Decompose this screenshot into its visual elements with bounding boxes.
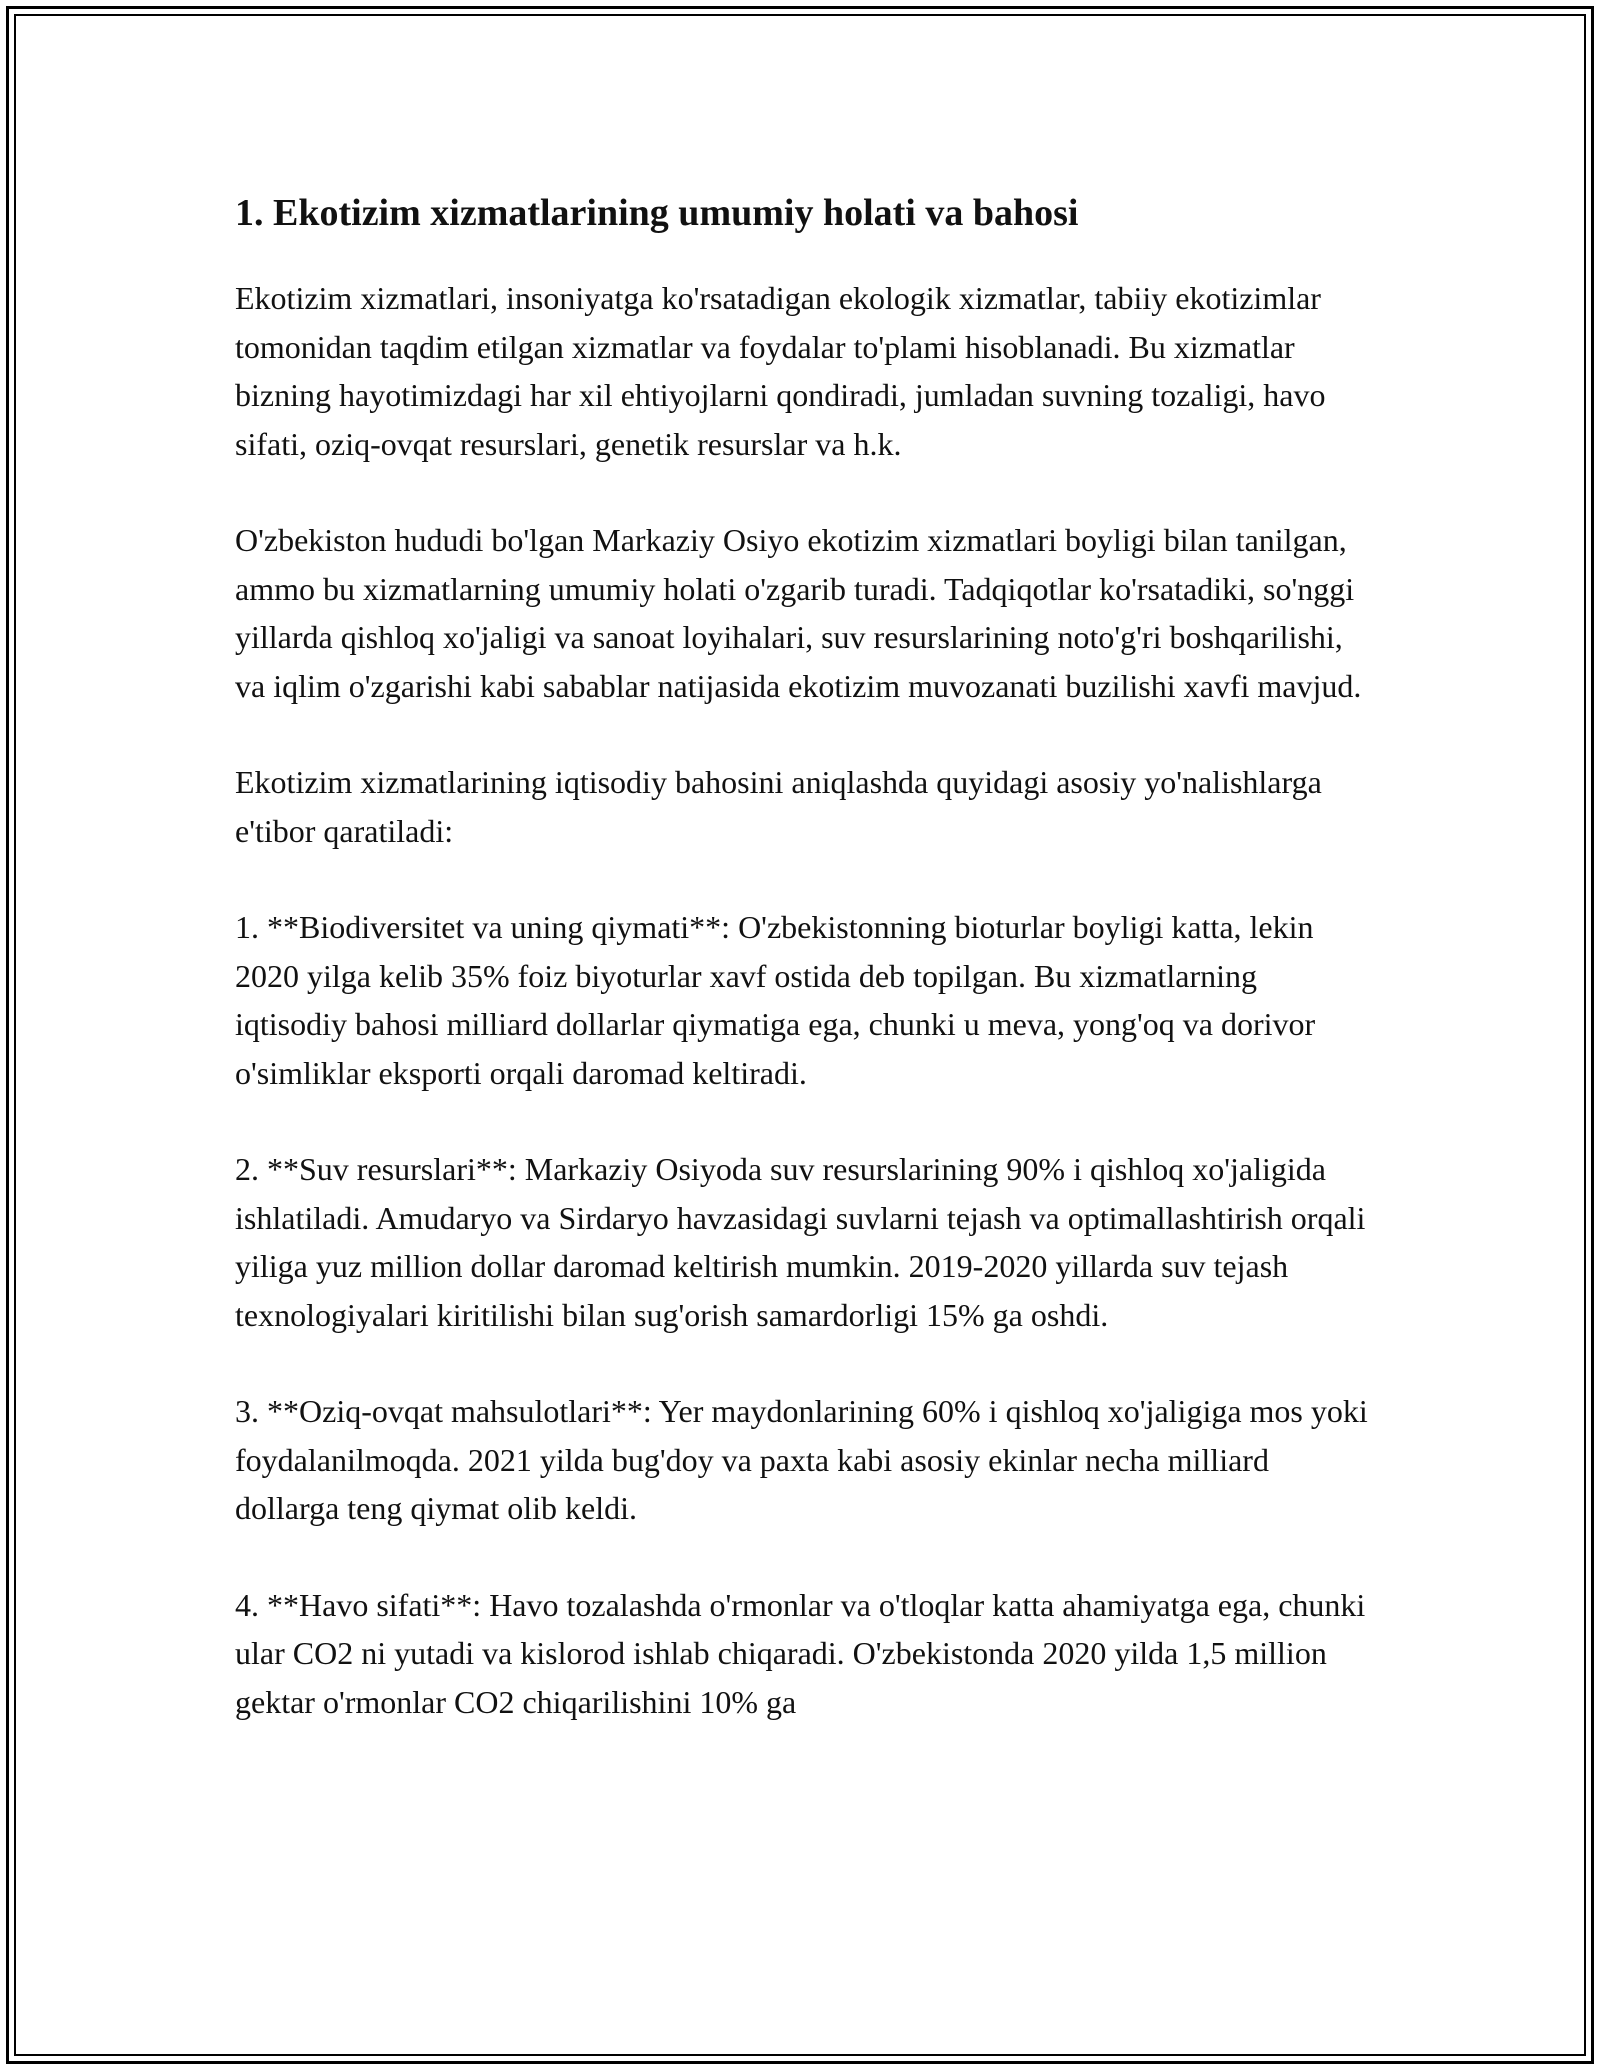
paragraph-intro: Ekotizim xizmatlari, insoniyatga ko'rsatadigan ekologik xizmatlar, tabiiy ekotizimlar tomonidan taqdim etilgan xizmatlar va foydalar to'plami hisoblanadi. Bu xizmatlar bizning hayotimizdagi har xil ehtiyojlarni qondiradi, jumladan suvning tozaligi, havo sifati, oziq-ovqat resurslari, genetik resurslar va h.k. xyxy=(235,280,1326,462)
list-item-biodiversity: 1. **Biodiversitet va uning qiymati**: O'zbekistonning bioturlar boyligi katta, lekin 2020 yilga kelib 35% foiz biyoturlar xavf ostida deb topilgan. Bu xizmatlarning iqtisodiy bahosi milliard dollarlar qiymatiga ega, chunki u meva, yong'oq va dorivor o'simliklar eksporti orqali daromad keltiradi. xyxy=(235,909,1316,1091)
paragraph-central-asia: O'zbekiston hududi bo'lgan Markaziy Osiyo ekotizim xizmatlari boyligi bilan tanilgan, ammo bu xizmatlarning umumiy holati o'zgarib turadi. Tadqiqotlar ko'rsatadiki, so'nggi yillarda qishloq xo'jaligi va sanoat loyihalari, suv resurslarining noto'g'ri boshqarilishi, va iqlim o'zgarishi kabi sabablar natijasida ekotizim muvozanati buzilishi xavfi mavjud. xyxy=(235,522,1362,704)
list-item-food-products: 3. **Oziq-ovqat mahsulotlari**: Yer maydonlarining 60% i qishloq xo'jaligiga mos yoki foydalanilmoqda. 2021 yilda bug'doy va paxta kabi asosiy ekinlar necha milliard dollarga teng qiymat olib keldi. xyxy=(235,1393,1368,1526)
list-item-air-quality: 4. **Havo sifati**: Havo tozalashda o'rmonlar va o'tloqlar katta ahamiyatga ega, chunki ular CO2 ni yutadi va kislorod ishlab chiqaradi. O'zbekistonda 2020 yilda 1,5 million gektar o'rmonlar CO2 chiqarilishini 10% ga xyxy=(235,1586,1366,1720)
paragraph-economic-valuation: Ekotizim xizmatlarining iqtisodiy bahosini aniqlashda quyidagi asosiy yo'nalishlarga e'tibor qaratiladi: xyxy=(235,764,1322,849)
list-item-water-resources: 2. **Suv resurslari**: Markaziy Osiyoda suv resurslarining 90% i qishloq xo'jaligida ishlatiladi. Amudaryo va Sirdaryo havzasidagi suvlarni tejash va optimallashtirish orqali yiliga yuz million dollar daromad keltirish mumkin. 2019-2020 yillarda suv tejash texnologiyalari kiritilishi bilan sug'orish samardorligi 15% ga oshdi. xyxy=(235,1151,1366,1333)
document-body xyxy=(235,186,1375,1726)
section-heading: 1. Ekotizim xizmatlarining umumiy holati va bahosi xyxy=(235,192,1079,234)
